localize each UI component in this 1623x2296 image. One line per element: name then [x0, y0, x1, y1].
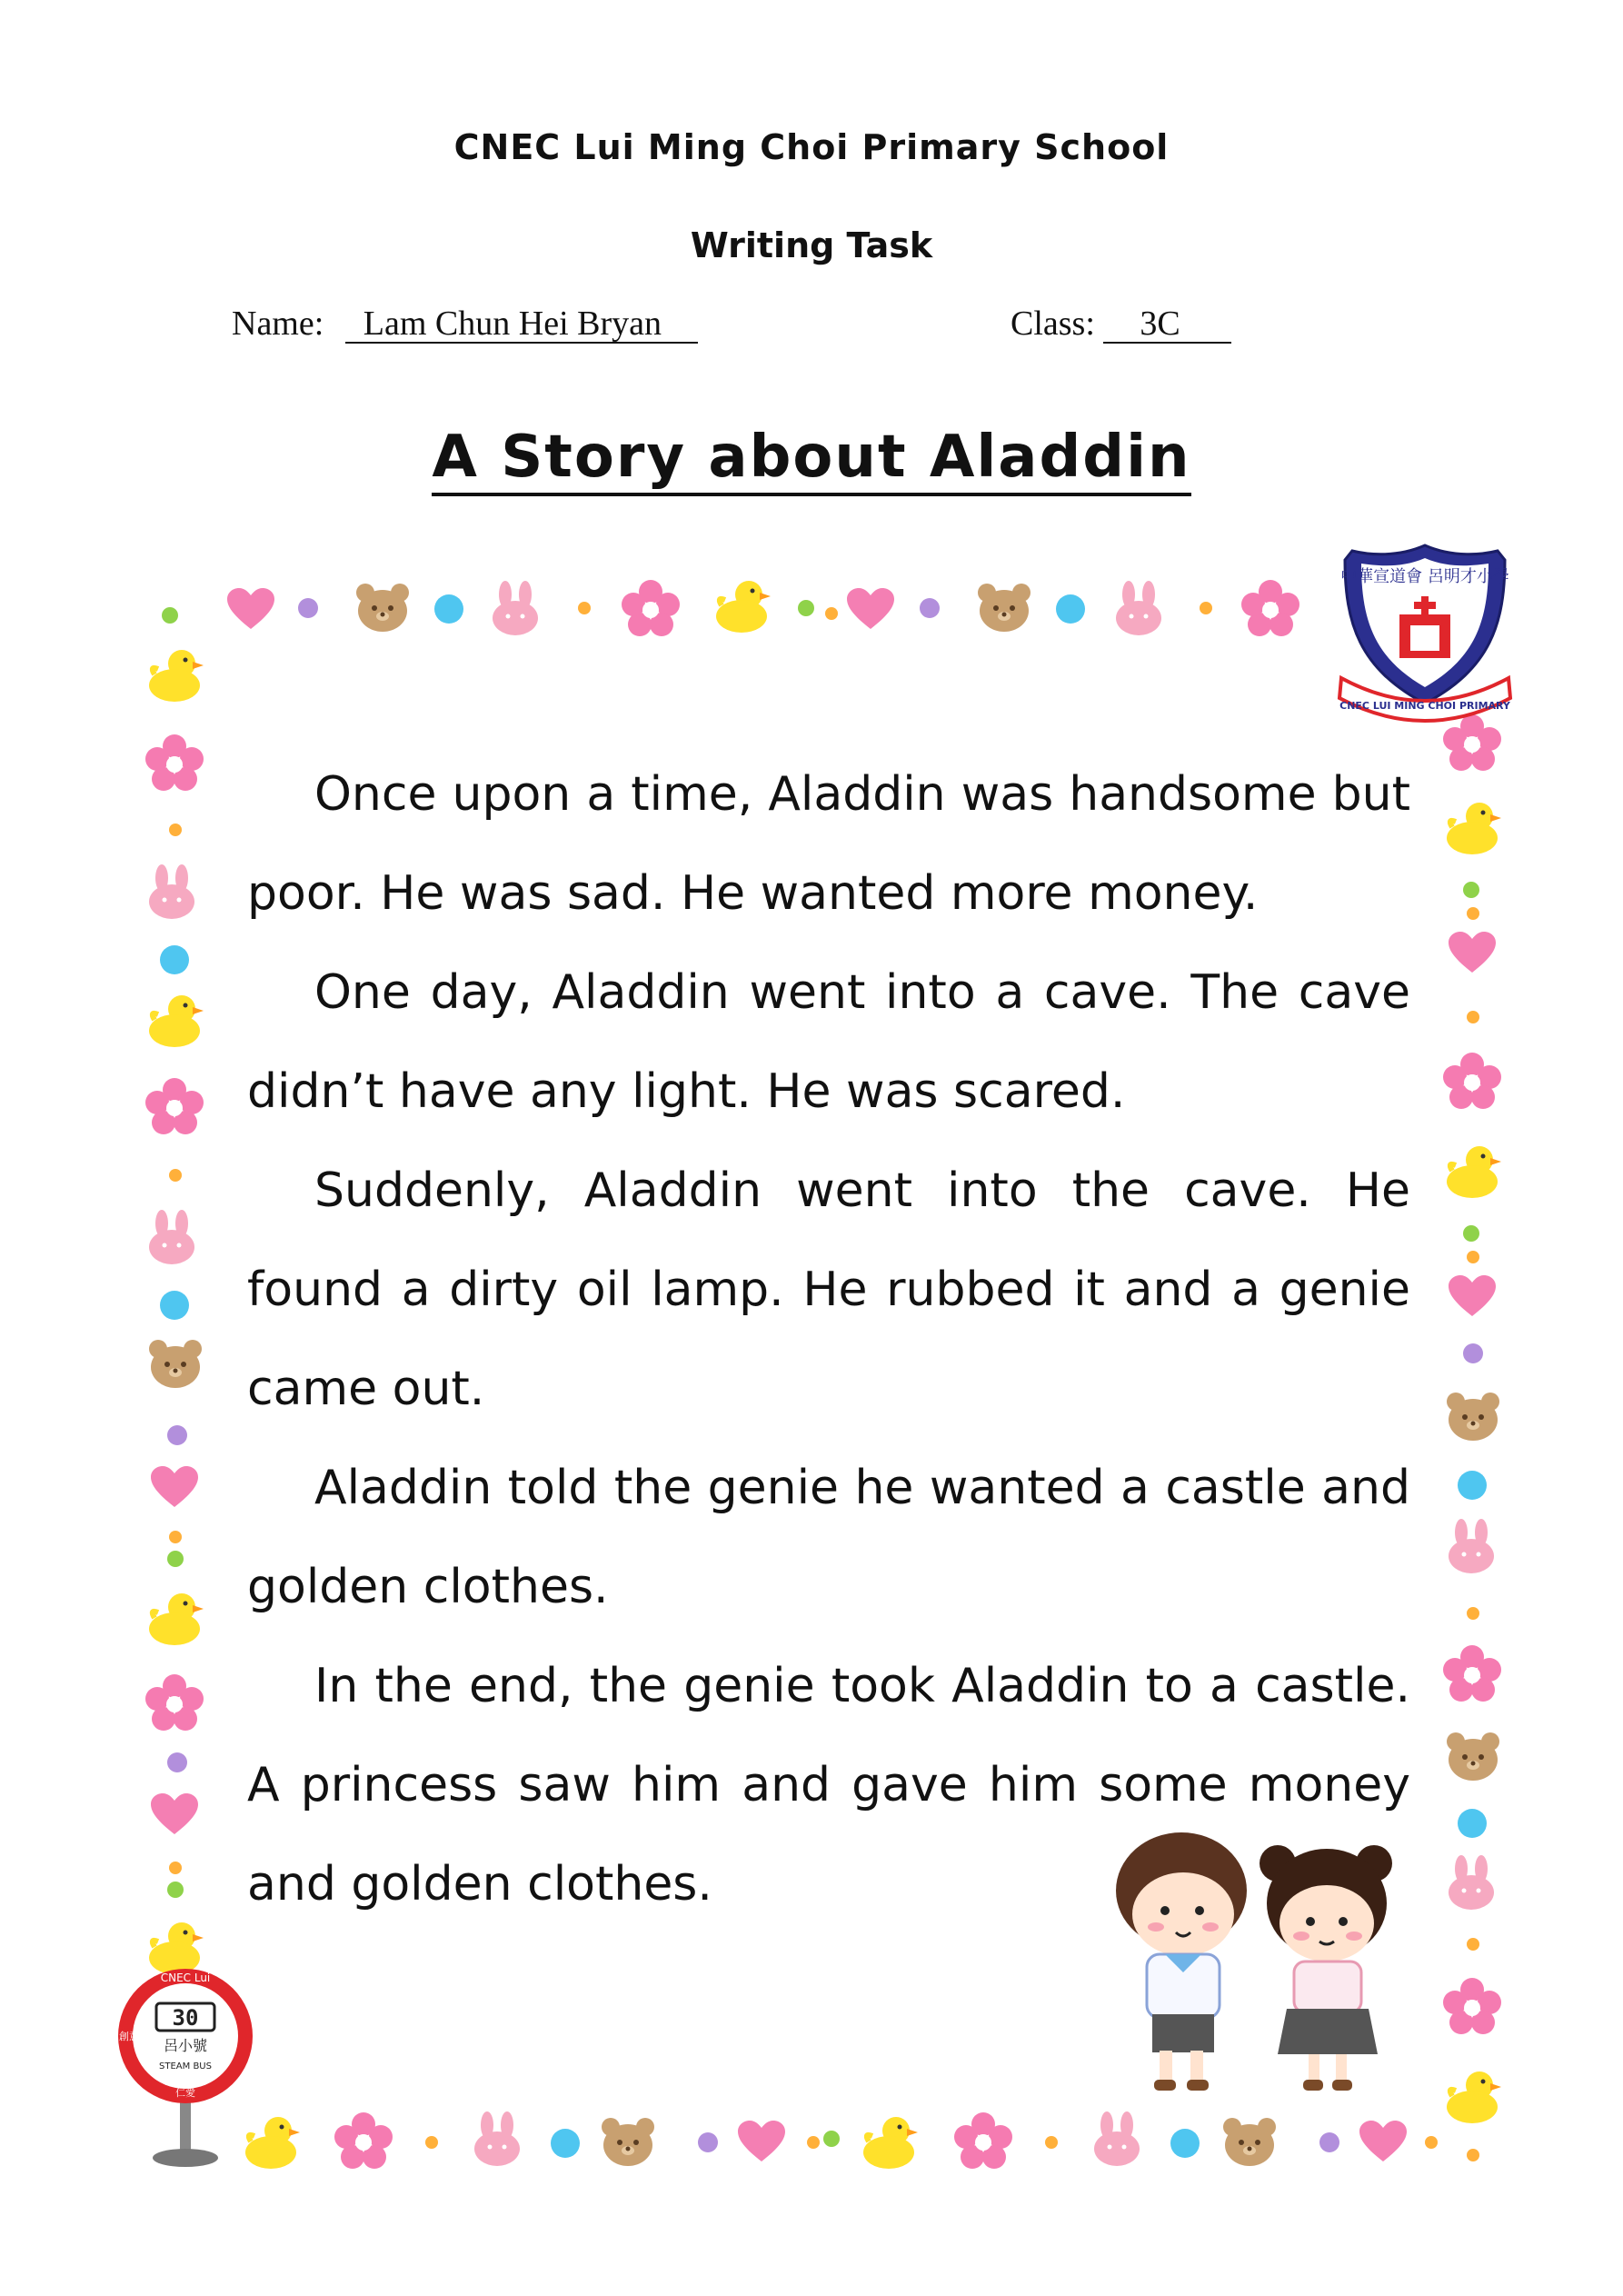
- class-row: [1011, 304, 1231, 344]
- blue-dot-icon: [160, 945, 189, 974]
- heart-icon: [225, 587, 276, 631]
- heart-icon: [845, 587, 896, 631]
- flower-icon: [145, 734, 204, 793]
- blue-dot-icon: [1458, 1809, 1487, 1838]
- bear-icon: [1445, 1391, 1501, 1442]
- blue-dot-icon: [434, 594, 463, 624]
- bus-stop-sub: STEAM BUS: [159, 2061, 212, 2071]
- orange-dot-icon: [1467, 907, 1479, 920]
- name-label: Name:: [232, 304, 324, 343]
- blue-dot-icon: [160, 1291, 189, 1320]
- purple-dot-icon: [167, 1425, 187, 1445]
- class-value: 3C: [1103, 305, 1230, 344]
- orange-dot-icon: [1425, 2136, 1438, 2149]
- story-paragraph: Once upon a time, Aladdin was handsome but poor. He was sad. He wanted more money.: [247, 767, 1410, 921]
- duck-icon: [147, 647, 205, 704]
- green-dot-icon: [167, 1882, 184, 1898]
- orange-dot-icon: [1200, 602, 1212, 614]
- bus-stop-top-text: CNEC Lui: [160, 1972, 211, 1984]
- bus-number: 30: [172, 2005, 199, 2031]
- flower-icon: [1241, 580, 1299, 638]
- bus-stop-name: 呂小號: [163, 2037, 208, 2054]
- school-name: CNEC Lui Ming Choi Primary School: [453, 127, 1170, 167]
- logo-banner-text: CNEC LUI MING CHOI PRIMARY: [1339, 700, 1510, 712]
- bunny-icon: [471, 2111, 523, 2167]
- flower-icon: [622, 580, 680, 638]
- duck-icon: [861, 2114, 920, 2171]
- flower-icon: [954, 2112, 1012, 2171]
- blue-dot-icon: [1458, 1471, 1487, 1500]
- bear-icon: [354, 582, 411, 633]
- duck-icon: [147, 1591, 205, 1647]
- story-paragraph: Aladdin told the genie he wanted a castle and golden clothes.: [247, 1461, 1410, 1614]
- flower-icon: [1443, 1978, 1501, 2036]
- orange-dot-icon: [1467, 2149, 1479, 2161]
- bunny-icon: [145, 863, 198, 920]
- orange-dot-icon: [169, 1862, 182, 1874]
- bear-icon: [1445, 1731, 1501, 1782]
- green-dot-icon: [1463, 882, 1479, 898]
- heart-icon: [1447, 931, 1498, 974]
- bunny-icon: [1445, 1518, 1498, 1574]
- purple-dot-icon: [298, 598, 318, 618]
- class-label: Class:: [1011, 304, 1095, 343]
- green-dot-icon: [1463, 1225, 1479, 1242]
- flower-icon: [145, 1078, 204, 1136]
- orange-dot-icon: [169, 824, 182, 836]
- story-paragraph: In the end, the genie took Aladdin to a castle. A princess saw him and gave him some money and golden clothes.: [247, 1659, 1410, 1912]
- orange-dot-icon: [578, 602, 591, 614]
- logo-chinese: 中華宣道會 呂明才小學: [1340, 567, 1509, 586]
- purple-dot-icon: [920, 598, 940, 618]
- story-paragraph: Suddenly, Aladdin went into the cave. He found a dirty oil lamp. He rubbed it and a genie came out.: [247, 1163, 1410, 1416]
- flower-icon: [334, 2112, 393, 2171]
- orange-dot-icon: [807, 2136, 820, 2149]
- green-dot-icon: [823, 2131, 840, 2147]
- orange-dot-icon: [1467, 1251, 1479, 1263]
- duck-icon: [147, 993, 205, 1049]
- bus-stop-side-bottom: 仁愛: [175, 2087, 195, 2099]
- orange-dot-icon: [169, 1169, 182, 1182]
- blue-dot-icon: [1056, 594, 1085, 624]
- name-row: [232, 304, 698, 344]
- heart-icon: [149, 1792, 200, 1836]
- kids-illustration-icon: [1100, 1827, 1427, 2100]
- bear-icon: [1221, 2116, 1278, 2167]
- purple-dot-icon: [698, 2132, 718, 2152]
- orange-dot-icon: [1467, 1938, 1479, 1951]
- story-body: [247, 745, 1410, 1934]
- bear-icon: [600, 2116, 656, 2167]
- duck-icon: [1445, 1143, 1503, 1200]
- blue-dot-icon: [1170, 2129, 1200, 2158]
- bear-icon: [147, 1338, 204, 1389]
- bunny-icon: [489, 580, 542, 636]
- heart-icon: [736, 2120, 787, 2163]
- orange-dot-icon: [1467, 1011, 1479, 1023]
- orange-dot-icon: [1467, 1607, 1479, 1620]
- duck-icon: [1445, 800, 1503, 856]
- orange-dot-icon: [425, 2136, 438, 2149]
- orange-dot-icon: [825, 607, 838, 620]
- blue-dot-icon: [551, 2129, 580, 2158]
- bunny-icon: [145, 1209, 198, 1265]
- flower-icon: [1443, 1053, 1501, 1111]
- heart-icon: [1358, 2120, 1409, 2163]
- bunny-icon: [1090, 2111, 1143, 2167]
- bunny-icon: [1445, 1854, 1498, 1911]
- bus-stop-sign-icon: [109, 1963, 264, 2172]
- story-paragraph: One day, Aladdin went into a cave. The cave didn’t have any light. He was scared.: [247, 965, 1410, 1119]
- orange-dot-icon: [169, 1531, 182, 1543]
- green-dot-icon: [798, 600, 814, 616]
- purple-dot-icon: [1319, 2132, 1339, 2152]
- heart-icon: [1447, 1274, 1498, 1318]
- title-text: A Story about Aladdin: [432, 424, 1190, 496]
- bunny-icon: [1112, 580, 1165, 636]
- green-dot-icon: [162, 607, 178, 624]
- heart-icon: [149, 1465, 200, 1509]
- duck-icon: [1445, 2069, 1503, 2125]
- green-dot-icon: [167, 1551, 184, 1567]
- flower-icon: [1443, 1645, 1501, 1703]
- purple-dot-icon: [167, 1752, 187, 1772]
- task-heading: Writing Task: [690, 225, 933, 265]
- duck-icon: [714, 578, 772, 634]
- flower-icon: [145, 1674, 204, 1732]
- orange-dot-icon: [1045, 2136, 1058, 2149]
- bear-icon: [976, 582, 1032, 633]
- bus-stop-side-left: 創意: [119, 2031, 139, 2042]
- purple-dot-icon: [1463, 1343, 1483, 1363]
- school-logo-icon: [1336, 542, 1514, 733]
- page-title: [0, 424, 1623, 491]
- name-value: Lam Chun Hei Bryan: [345, 305, 698, 344]
